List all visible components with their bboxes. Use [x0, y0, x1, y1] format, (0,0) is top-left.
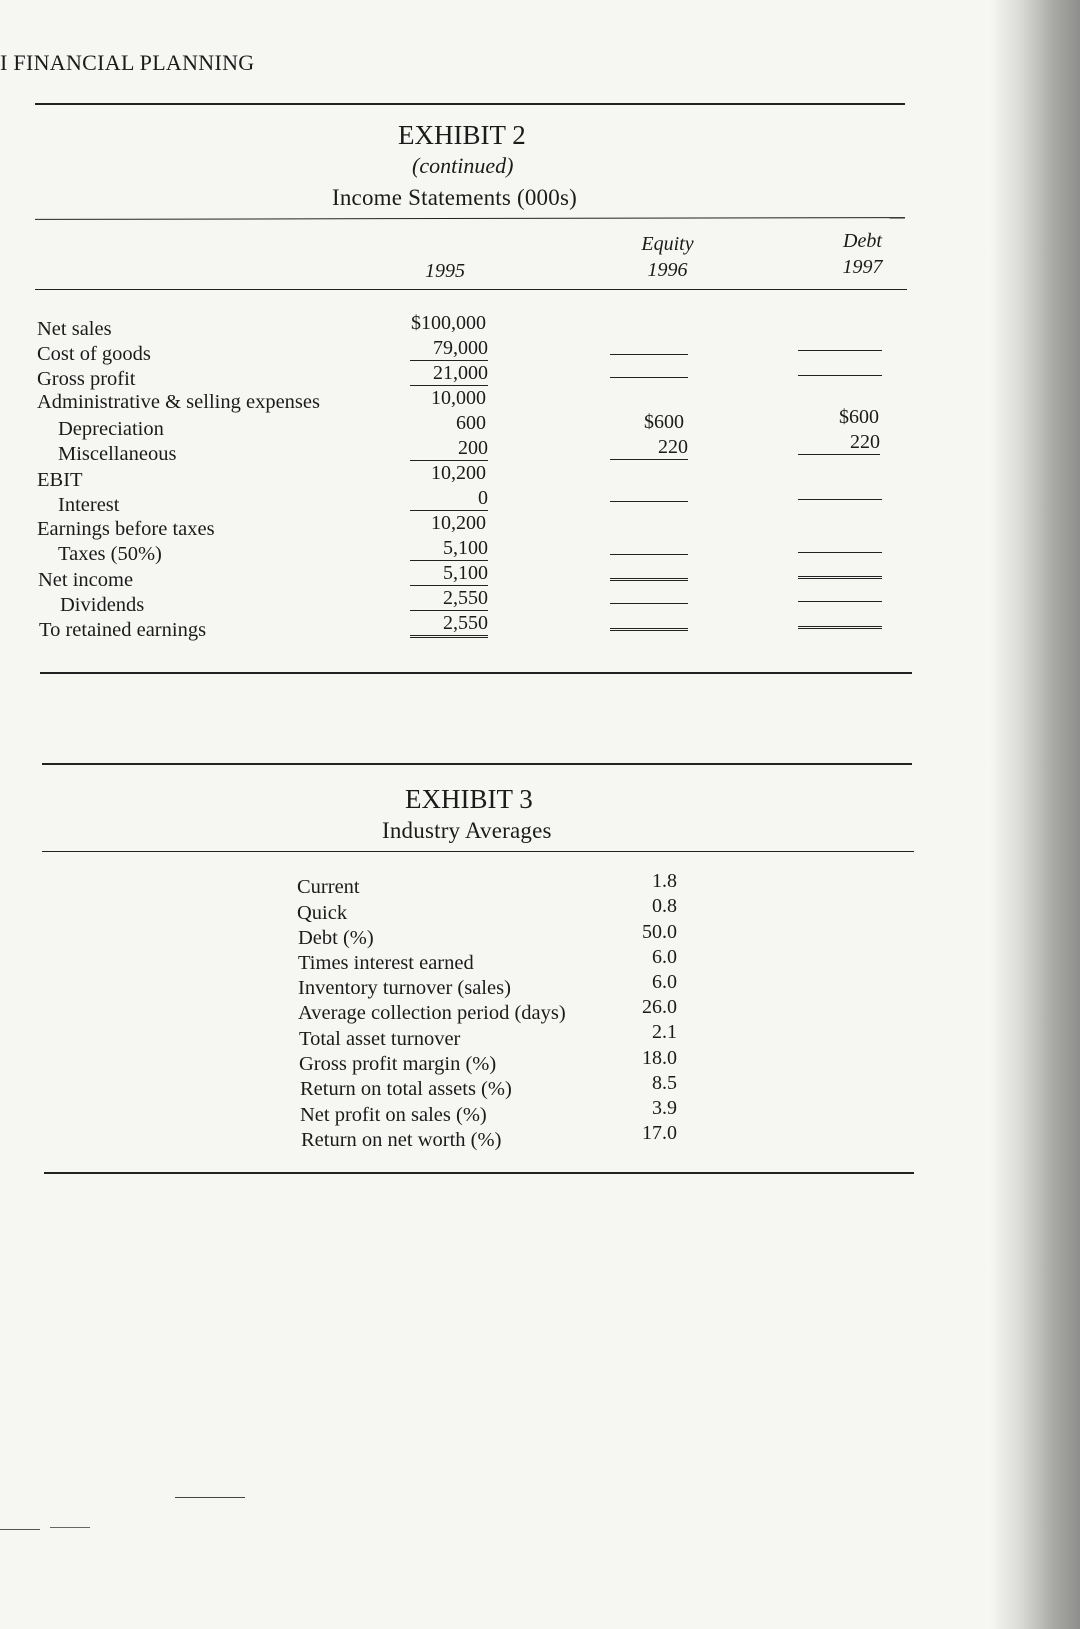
ratio-label-current: Current: [297, 876, 360, 898]
exhibit-3-bottom-rule: [44, 1172, 914, 1174]
debt-label: Debt: [843, 230, 882, 252]
exhibit-2-heading: Income Statements (000s): [332, 185, 577, 210]
row-label-earnings-before-taxes: Earnings before taxes: [37, 518, 215, 540]
value-1996-depreciation: $600: [644, 411, 684, 433]
exhibit-3-top-rule: [42, 763, 912, 765]
value-1995-gross-profit: 21,000: [410, 362, 488, 386]
ratio-label-return-total-assets: Return on total assets (%): [300, 1078, 512, 1100]
row-label-cost-of-goods: Cost of goods: [37, 343, 151, 365]
value-1997-depreciation: $600: [839, 406, 879, 428]
ratio-value-gross-profit-margin: 18.0: [642, 1047, 677, 1069]
blank-1997-taxes: [798, 552, 882, 553]
blank-1996-net-income: [610, 578, 688, 583]
ratio-label-debt: Debt (%): [298, 927, 374, 949]
row-label-depreciation: Depreciation: [58, 418, 164, 440]
stray-mark: [50, 1527, 90, 1528]
blank-1997-interest: [798, 499, 882, 500]
row-label-admin-selling: Administrative & selling expenses: [37, 391, 320, 413]
page-edge-shadow: [990, 0, 1080, 1629]
running-head: I FINANCIAL PLANNING: [0, 50, 255, 75]
column-header-1995: 1995: [425, 260, 465, 282]
stray-mark: [0, 1529, 40, 1530]
value-1995-net-income: 5,100: [410, 562, 488, 586]
row-label-ebit: EBIT: [37, 469, 83, 491]
stray-mark: [175, 1497, 245, 1498]
row-label-gross-profit: Gross profit: [37, 368, 136, 390]
value-1995-earnings-before-taxes: 10,200: [431, 512, 486, 534]
blank-1997-retained-earnings: [798, 626, 882, 631]
blank-1996-dividends: [610, 603, 688, 604]
value-1995-admin-selling: 10,000: [431, 387, 486, 409]
ratio-label-net-profit-sales: Net profit on sales (%): [300, 1104, 487, 1126]
ratio-value-times-interest-earned: 6.0: [652, 946, 677, 968]
value-1995-taxes: 5,100: [410, 537, 488, 561]
blank-1996-cost-of-goods: [610, 354, 688, 355]
exhibit-3-title: EXHIBIT 3: [405, 784, 533, 814]
ratio-value-inventory-turnover: 6.0: [652, 971, 677, 993]
exhibit-3-heading-rule: [42, 851, 914, 852]
blank-1996-retained-earnings: [610, 628, 688, 633]
row-label-miscellaneous: Miscellaneous: [58, 443, 177, 465]
ratio-value-quick: 0.8: [652, 895, 677, 917]
ratio-label-average-collection: Average collection period (days): [298, 1002, 566, 1024]
ratio-value-average-collection: 26.0: [642, 996, 677, 1018]
ratio-value-total-asset-turnover: 2.1: [652, 1021, 677, 1043]
row-label-taxes: Taxes (50%): [58, 543, 162, 565]
blank-1996-taxes: [610, 554, 688, 555]
row-label-retained-earnings: To retained earnings: [39, 619, 207, 641]
year-1996-label: 1996: [647, 259, 688, 281]
exhibit-2-bottom-rule: [40, 672, 912, 674]
exhibit-3-heading: Industry Averages: [382, 818, 552, 843]
value-1997-miscellaneous: 220: [798, 431, 880, 455]
value-1995-ebit: 10,200: [431, 462, 486, 484]
ratio-label-total-asset-turnover: Total asset turnover: [299, 1028, 461, 1050]
blank-1997-dividends: [798, 601, 882, 602]
row-label-dividends: Dividends: [60, 594, 145, 616]
column-header-debt: [820, 228, 905, 280]
blank-1997-cost-of-goods: [798, 350, 882, 351]
year-1997-label: 1997: [842, 256, 883, 278]
value-1996-miscellaneous: 220: [610, 436, 688, 460]
blank-1997-gross-profit: [798, 375, 882, 376]
blank-1996-gross-profit: [610, 377, 688, 378]
value-1995-depreciation: 600: [456, 412, 486, 434]
value-1995-retained-earnings: 2,550: [410, 612, 488, 638]
ratio-label-gross-profit-margin: Gross profit margin (%): [299, 1053, 497, 1075]
value-1995-cost-of-goods: 79,000: [410, 337, 488, 361]
value-1995-net-sales: $100,000: [411, 312, 486, 334]
column-header-equity: [625, 231, 710, 283]
equity-label: Equity: [641, 233, 694, 255]
exhibit-2-subtitle: (continued): [412, 153, 514, 178]
ratio-value-net-profit-sales: 3.9: [652, 1097, 677, 1119]
ratio-value-return-net-worth: 17.0: [642, 1122, 677, 1144]
column-header-rule: [35, 289, 907, 290]
ratio-value-debt: 50.0: [642, 921, 677, 943]
ratio-value-return-total-assets: 8.5: [652, 1072, 677, 1094]
ratio-label-times-interest-earned: Times interest earned: [298, 952, 474, 974]
exhibit-2-heading-rule: [35, 217, 905, 220]
ratio-label-return-net-worth: Return on net worth (%): [301, 1129, 502, 1151]
ratio-value-current: 1.8: [652, 870, 677, 892]
row-label-net-income: Net income: [38, 569, 134, 591]
blank-1997-net-income: [798, 576, 882, 581]
row-label-net-sales: Net sales: [37, 318, 112, 340]
value-1995-interest: 0: [410, 487, 488, 511]
ratio-label-inventory-turnover: Inventory turnover (sales): [298, 977, 511, 999]
blank-1996-interest: [610, 501, 688, 502]
ratio-label-quick: Quick: [297, 902, 348, 924]
exhibit-2-top-rule: [35, 103, 905, 105]
row-label-interest: Interest: [58, 494, 120, 516]
exhibit-2-title: EXHIBIT 2: [398, 120, 526, 150]
value-1995-dividends: 2,550: [410, 587, 488, 611]
value-1995-miscellaneous: 200: [410, 437, 488, 461]
